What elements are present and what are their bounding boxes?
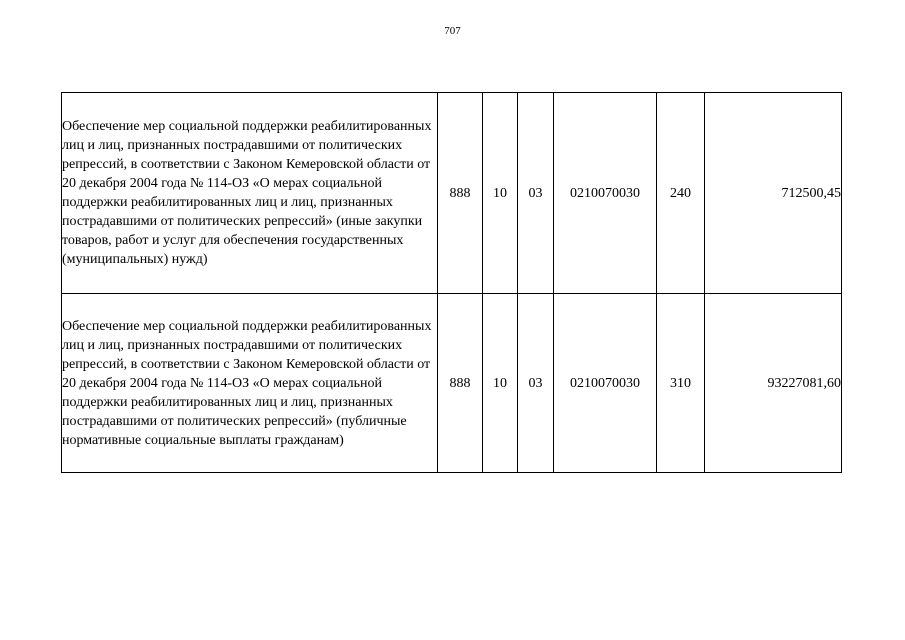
table-row: [62, 294, 842, 473]
amount: 712500,45: [705, 93, 842, 294]
subsection-code: 03: [518, 93, 554, 294]
target-article-code: 0210070030: [554, 294, 657, 473]
subsection-code: 03: [518, 294, 554, 473]
section-code: 10: [483, 294, 518, 473]
ministry-code: 888: [438, 93, 483, 294]
table-row: [62, 93, 842, 294]
page-number: 707: [444, 25, 461, 37]
row-description: Обеспечение мер социальной поддержки реабилитированных лиц и лиц, признанных пострадавшими от политических репрессий, в соответствии с Законом Кемеровской области от 20 декабря 2004 года № 114-ОЗ «О мерах социальной поддержки реабилитированных лиц и лиц, признанных пострадавшими от политических репрессий» (публичные нормативные социальные выплаты гражданам): [62, 294, 438, 473]
budget-table: [61, 92, 842, 473]
amount: 93227081,60: [705, 294, 842, 473]
expense-type-code: 240: [657, 93, 705, 294]
expense-type-code: 310: [657, 294, 705, 473]
section-code: 10: [483, 93, 518, 294]
ministry-code: 888: [438, 294, 483, 473]
target-article-code: 0210070030: [554, 93, 657, 294]
row-description: Обеспечение мер социальной поддержки реабилитированных лиц и лиц, признанных пострадавшими от политических репрессий, в соответствии с Законом Кемеровской области от 20 декабря 2004 года № 114-ОЗ «О мерах социальной поддержки реабилитированных лиц и лиц, признанных пострадавшими от политических репрессий» (иные закупки товаров, работ и услуг для обеспечения государственных (муниципальных) нужд): [62, 93, 438, 294]
